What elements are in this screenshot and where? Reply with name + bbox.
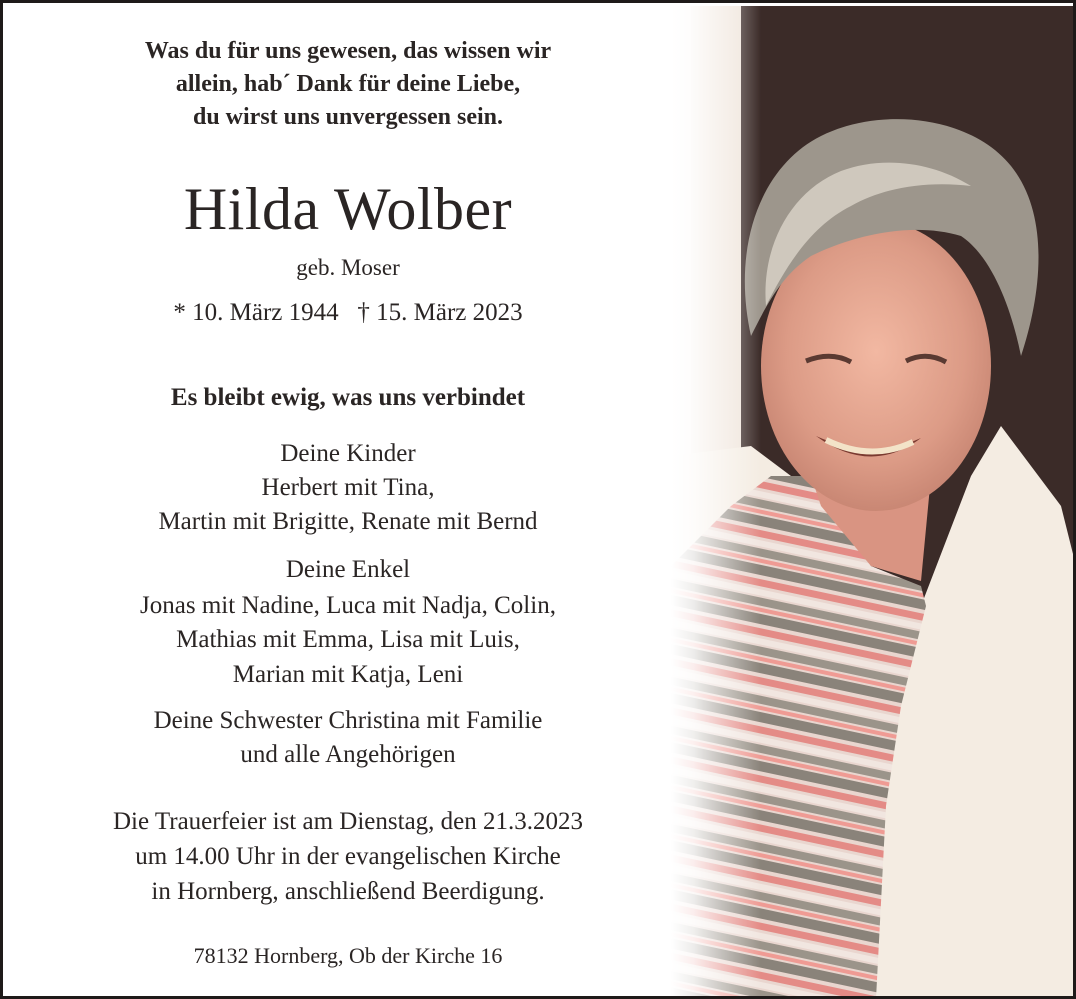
grandchildren-line-1: Jonas mit Nadine, Luca mit Nadja, Colin, bbox=[140, 592, 556, 619]
grandchildren-line-3: Marian mit Katja, Leni bbox=[232, 661, 464, 688]
funeral-line-3: in Hornberg, anschließend Beerdigung. bbox=[151, 878, 545, 905]
sibling-line-1: Deine Schwester Christina mit Familie bbox=[153, 707, 543, 734]
motto-line-2: allein, hab´ Dank für deine Liebe, bbox=[175, 71, 521, 97]
children-heading: Deine Kinder bbox=[280, 440, 416, 467]
subheading: Es bleibt ewig, was uns verbindet bbox=[170, 384, 526, 411]
motto-line-3: du wirst uns unvergessen sein. bbox=[192, 104, 504, 130]
children-line-1: Herbert mit Tina, bbox=[261, 474, 435, 501]
children-line-2: Martin mit Brigitte, Renate mit Bernd bbox=[158, 508, 538, 535]
address: 78132 Hornberg, Ob der Kirche 16 bbox=[193, 943, 503, 968]
funeral-line-1: Die Trauerfeier ist am Dienstag, den 21.3.2023 bbox=[112, 808, 584, 835]
sibling-line-2: und alle Angehörigen bbox=[240, 741, 456, 768]
life-dates: * 10. März 1944 † 15. März 2023 bbox=[173, 299, 523, 326]
funeral-line-2: um 14.00 Uhr in der evangelischen Kirche bbox=[135, 843, 561, 870]
photo-fade bbox=[671, 6, 761, 999]
grandchildren-line-2: Mathias mit Emma, Lisa mit Luis, bbox=[176, 626, 520, 653]
text-column bbox=[3, 3, 693, 999]
motto-line-1: Was du für uns gewesen, das wissen wir bbox=[144, 38, 552, 64]
maiden-name: geb. Moser bbox=[296, 255, 400, 280]
grandchildren-heading: Deine Enkel bbox=[285, 556, 411, 583]
deceased-name: Hilda Wolber bbox=[183, 176, 513, 242]
